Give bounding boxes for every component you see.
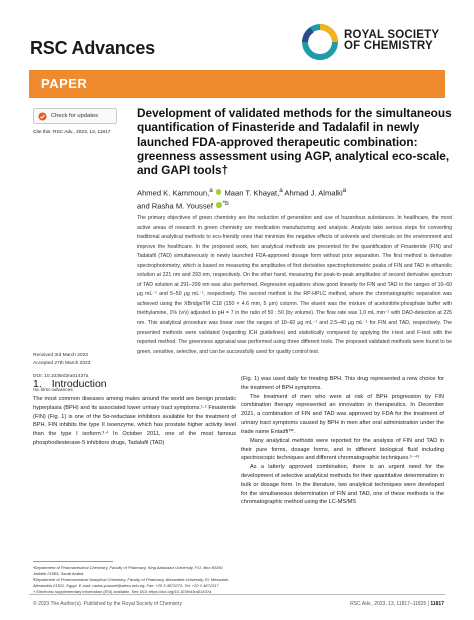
paragraph: (Fig. 1) was used daily for treating BPH. This drug represented a new choice for the treatment of BPH symptoms. [241, 376, 444, 391]
check-for-updates-button[interactable] [33, 108, 117, 124]
accepted-date: Accepted 27th March 2023 [33, 360, 91, 366]
citation: Cite this: RSC Adv., 2023, 13, 11817 [33, 130, 111, 135]
paragraph: The treatment of men who were at risk of BPH progression by FIN combination therapy represented an innovation in therapeutics. In December 2021, a combination of FIN and TAD was approved by FDA for the treatment of urinary tract symptoms caused by BPH in men after oral administration under the trade name Entadfi™. [241, 393, 444, 435]
footnote-esi[interactable]: † Electronic supplementary information (ESI) available. See DOI: https://doi.org/10.1039/d3ra01437a [33, 589, 212, 594]
orcid-icon[interactable] [216, 202, 222, 208]
footnote-rule [33, 561, 113, 562]
check-updates-label: Check for updates [51, 113, 99, 119]
author-3-affil: a [342, 187, 347, 194]
article-type-label: PAPER [41, 76, 88, 91]
author-4[interactable]: and Rasha M. Youssef [137, 201, 213, 211]
article-title: Development of validated methods for the simultaneous quantification of Finasteride and Tadalafil in newly launched FDA-approved therapeutic combination: greenness assessment using AGP, analytical eco-scale, and GAPI tools† [137, 106, 452, 178]
footer-journal-ref: RSC Adv., 2023, 13, 11817–11825 [350, 601, 427, 607]
footer-page-info: RSC Adv., 2023, 13, 11817–11825 | 11817 [350, 601, 444, 607]
footnote-affiliation-a: ᵃDepartment of Pharmaceutical Chemistry, Faculty of Pharmacy, King Abdulaziz University, P.O. Box 80260, Jeddah 21589, Saudi Arabia [33, 565, 224, 576]
footer-page-number: 11817 [430, 601, 444, 607]
footnotes [33, 565, 236, 595]
article-type-banner [29, 70, 445, 98]
journal-site-link[interactable]: rsc.li/rsc-advances [33, 387, 73, 393]
received-date: Received 3rd March 2023 [33, 353, 88, 358]
author-3[interactable]: Ahmad J. Almalki [282, 188, 343, 198]
logo-line1: ROYAL SOCIETY [344, 29, 440, 41]
footer-copyright: © 2023 The Author(s). Published by the Royal Society of Chemistry [33, 601, 182, 607]
author-4-affil: *b [222, 200, 229, 208]
author-1[interactable]: Ahmed K. Kammoun, [137, 188, 210, 198]
paragraph: The most common diseases among males around the world are benign prostatic hyperplasia (BPH) and its associated lower urinary tract symptoms.¹·² Finasteride (FIN) (Fig. 1) is one of the 5α-reductase inhibitors available for the treatment of BPH. FIN inhibits the type II isoenzyme, which has prostate higher activity level than the type I isoform.³·⁴ In October 2011, one of the most famous phosphodiesterase-5 inhibitors drugs, Tadalafil (TAD) [33, 396, 236, 447]
doi-link[interactable]: DOI: 10.1039/d3ra01437a [33, 374, 89, 380]
body-column-right [241, 375, 444, 507]
paragraph: As a latterly approved combination, there is an urgent need for the development of selective analytical methods for their quantitative determination in bulk or dosage form. In the literature, two analytical techniques were developed for the simultaneous determination of FIN and TAD, one of these methods is the chromatographic method using the LC-MS/MS [241, 464, 444, 506]
author-2-affil: a [279, 187, 283, 194]
rsc-logo-icon [300, 22, 340, 62]
abstract: The primary objectives of green chemistry are the reduction of generation and use of hazardous substances. In healthcare, the most active areas of research in green chemistry are medication manufacturing and analysis. Analysts take serious steps for converting traditional analytical methods to eco-friendly ones that minimize the negative effects of solvents and chemicals on the environment and improve the healthcare. In the proposed work, two analytical methods are presented for the quantification of Finasteride (FIN) and Tadalafil (TAD) simultaneously in newly launched FDA-approved dosage form without prior separation. The first method is derivative spectrophotometry, which is based on measuring the amplitudes of first derivative spectrophotometric peaks of FIN and TAD in ethanolic solution at 221 nm and 293 nm, respectively. On the other hand, measuring the peak-to-peak amplitudes of second derivative spectrum of TAD solution at 291–299 nm was also performed. Regression equations show good linearity for FIN and TAD in the ranges of 10–60 μg mL⁻¹ and 5–50 μg mL⁻¹, respectively. The second method is the RP-HPLC method, where the chromatographic separation was achieved using the XBridgeTM C18 (150 × 4.6 mm, 5 μm) column. The eluent was the mixture of acetonitrile:phosphate buffer with triethylamine, 1% (v/v) adjusted to pH = 7 in the ratio of 50 : 50 (by volume). The flow rate was 1.0 mL min⁻¹ with DAD-detection at 225 nm. This analytical procedure was linear over the ranges of 10–60 μg mL⁻¹ and 2.5–40 μg mL⁻¹ for FIN and TAD, respectively. The presented methods were validated (regarding ICH guidelines) and statistically compared by applying the t-test and F-test with the reported method. The greenness appraisal was performed using three different tools. The proposed validated methods were found to be green, sensitive, selective, and can be successfully used for quality control test. [137, 215, 452, 355]
section-number: 1. [33, 378, 42, 390]
section-title: Introduction [51, 378, 107, 390]
rsc-logo-text [344, 30, 439, 52]
section-heading-introduction [33, 378, 107, 390]
logo-line2: OF CHEMISTRY [344, 40, 433, 52]
check-updates-icon [38, 112, 47, 121]
author-2[interactable]: Maan T. Khayat, [222, 188, 280, 198]
orcid-icon[interactable] [216, 189, 222, 195]
journal-name: RSC Advances [30, 38, 155, 58]
body-column-left [33, 395, 236, 448]
author-1-affil: a [209, 187, 213, 194]
rsc-logo[interactable] [300, 22, 455, 66]
footer-divider [29, 594, 445, 595]
author-list [137, 186, 437, 212]
paragraph: Many analytical methods were reported for the analysis of FIN and TAD in their pure forms, dosage forms, and in different biological fluid including spectroscopic techniques and different chromatographic techniques.⁵⁻⁴³ [241, 437, 444, 462]
footnote-affiliation-b: ᵇDepartment of Pharmaceutical Analytical Chemistry, Faculty of Pharmacy, Alexandria University, El. Messalah, Alexandria 21521, Egypt. E-mail: rasha.youssef@alexu.edu.eg; Fax: +20 3 4873273; Tel: +20 3 4871317 [33, 577, 230, 588]
